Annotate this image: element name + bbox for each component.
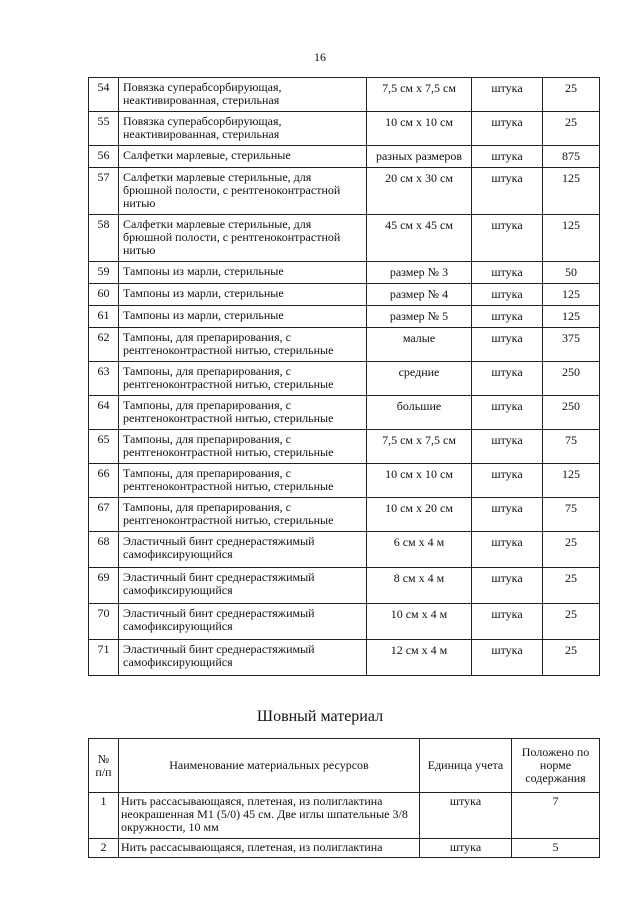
row-number: 66 [89,464,119,498]
item-name: Повязка суперабсорбирующая, неактивированная, стерильная [119,78,367,112]
item-unit: штука [472,532,543,568]
item-quantity: 250 [543,362,600,396]
item-size: размер № 4 [367,284,472,306]
item-quantity: 75 [543,430,600,464]
item-unit: штука [472,168,543,215]
item-name: Тампоны, для препарирования, с рентгеноконтрастной нитью, стерильные [119,464,367,498]
supplies-table-body [89,78,600,676]
item-quantity: 25 [543,532,600,568]
item-size: 8 см х 4 м [367,568,472,604]
item-unit: штука [472,112,543,146]
row-number: 2 [89,839,119,858]
row-number: 55 [89,112,119,146]
item-name: Эластичный бинт среднерастяжимый самофиксирующийся [119,604,367,640]
item-size: большие [367,396,472,430]
item-name: Повязка суперабсорбирующая, неактивированная, стерильная [119,112,367,146]
table-row [89,146,600,168]
item-size: 20 см х 30 см [367,168,472,215]
item-unit: штука [472,640,543,676]
row-number: 65 [89,430,119,464]
row-number: 67 [89,498,119,532]
item-quantity: 5 [512,839,600,858]
table-row [89,568,600,604]
item-unit: штука [472,604,543,640]
row-number: 61 [89,306,119,328]
item-quantity: 125 [543,306,600,328]
item-size: 10 см х 10 см [367,112,472,146]
item-name: Тампоны из марли, стерильные [119,284,367,306]
item-unit: штука [472,498,543,532]
item-name: Салфетки марлевые стерильные, для брюшной полости, с рентгеноконтрастной нитью [119,215,367,262]
item-size: 45 см х 45 см [367,215,472,262]
suture-table-body [89,793,600,858]
item-size: 10 см х 10 см [367,464,472,498]
table-row [89,306,600,328]
item-unit: штука [472,215,543,262]
item-unit: штука [472,146,543,168]
header-unit: Единица учета [420,739,512,793]
table-row [89,328,600,362]
item-unit: штука [472,328,543,362]
item-quantity: 25 [543,604,600,640]
row-number: 59 [89,262,119,284]
item-name: Эластичный бинт среднерастяжимый самофиксирующийся [119,640,367,676]
item-quantity: 25 [543,568,600,604]
item-size: 6 см х 4 м [367,532,472,568]
item-name: Тампоны, для препарирования, с рентгеноконтрастной нитью, стерильные [119,396,367,430]
item-unit: штука [420,793,512,839]
row-number: 57 [89,168,119,215]
table-row [89,362,600,396]
row-number: 58 [89,215,119,262]
item-name: Тампоны из марли, стерильные [119,262,367,284]
suture-table [88,738,600,858]
section-title: Шовный материал [256,708,384,725]
item-quantity: 125 [543,215,600,262]
item-quantity: 125 [543,168,600,215]
table-row [89,430,600,464]
item-name: Салфетки марлевые стерильные, для брюшной полости, с рентгеноконтрастной нитью [119,168,367,215]
suture-table-header [89,739,600,793]
row-number: 62 [89,328,119,362]
row-number: 70 [89,604,119,640]
row-number: 71 [89,640,119,676]
header-num: № п/п [89,739,119,793]
supplies-table [88,77,600,676]
table-row [89,215,600,262]
table-row [89,284,600,306]
item-size: малые [367,328,472,362]
item-unit: штука [472,78,543,112]
item-quantity: 7 [512,793,600,839]
table-row [89,112,600,146]
item-quantity: 25 [543,112,600,146]
row-number: 60 [89,284,119,306]
table-row [89,464,600,498]
row-number: 64 [89,396,119,430]
row-number: 63 [89,362,119,396]
item-quantity: 50 [543,262,600,284]
table-row [89,396,600,430]
item-size: разных размеров [367,146,472,168]
row-number: 68 [89,532,119,568]
row-number: 1 [89,793,119,839]
item-unit: штука [472,568,543,604]
item-size: размер № 5 [367,306,472,328]
item-name: Эластичный бинт среднерастяжимый самофиксирующийся [119,532,367,568]
item-size: размер № 3 [367,262,472,284]
item-unit: штука [472,430,543,464]
item-name: Тампоны из марли, стерильные [119,306,367,328]
item-quantity: 125 [543,464,600,498]
item-size: 7,5 см х 7,5 см [367,430,472,464]
item-size: 10 см х 20 см [367,498,472,532]
item-unit: штука [472,284,543,306]
item-quantity: 25 [543,78,600,112]
row-number: 56 [89,146,119,168]
table-row [89,532,600,568]
item-unit: штука [472,362,543,396]
item-size: средние [367,362,472,396]
page-number: 16 [314,50,326,64]
item-size: 12 см х 4 м [367,640,472,676]
item-name: Тампоны, для препарирования, с рентгеноконтрастной нитью, стерильные [119,498,367,532]
item-quantity: 125 [543,284,600,306]
item-unit: штука [472,396,543,430]
table-row [89,640,600,676]
item-unit: штука [420,839,512,858]
item-name: Тампоны, для препарирования, с рентгеноконтрастной нитью, стерильные [119,430,367,464]
item-quantity: 25 [543,640,600,676]
item-unit: штука [472,306,543,328]
item-unit: штука [472,262,543,284]
table-row [89,604,600,640]
item-quantity: 75 [543,498,600,532]
table-row [89,78,600,112]
row-number: 54 [89,78,119,112]
item-size: 7,5 см х 7,5 см [367,78,472,112]
item-name: Тампоны, для препарирования, с рентгеноконтрастной нитью, стерильные [119,362,367,396]
item-quantity: 250 [543,396,600,430]
table-row [89,168,600,215]
table-row [89,262,600,284]
item-name: Эластичный бинт среднерастяжимый самофиксирующийся [119,568,367,604]
table-row [89,498,600,532]
item-quantity: 875 [543,146,600,168]
row-number: 69 [89,568,119,604]
item-name: Тампоны, для препарирования, с рентгеноконтрастной нитью, стерильные [119,328,367,362]
item-name: Нить рассасывающаяся, плетеная, из полиглактина [119,839,420,858]
item-name: Салфетки марлевые, стерильные [119,146,367,168]
header-qty: Положено по норме содержания [512,739,600,793]
item-name: Нить рассасывающаяся, плетеная, из полиглактина неокрашенная М1 (5/0) 45 см. Две иглы шпательные 3/8 окружности, 10 мм [119,793,420,839]
header-name: Наименование материальных ресурсов [119,739,420,793]
item-unit: штука [472,464,543,498]
item-size: 10 см х 4 м [367,604,472,640]
table-row [89,793,600,839]
table-row [89,839,600,858]
item-quantity: 375 [543,328,600,362]
